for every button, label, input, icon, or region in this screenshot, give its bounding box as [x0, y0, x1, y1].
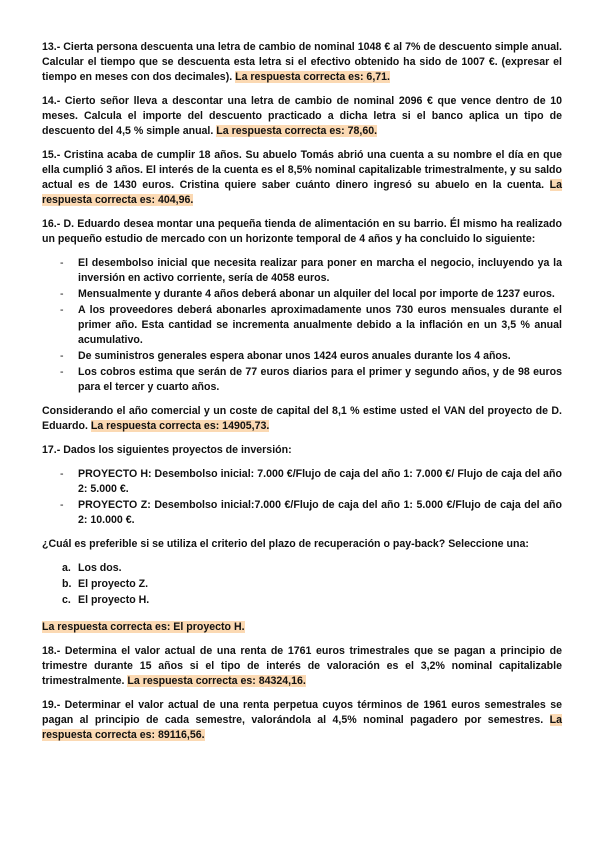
question-13-answer: La respuesta correcta es: 6,71.	[235, 71, 390, 83]
question-19-answer: La respuesta correcta es: 89116,56.	[42, 714, 562, 741]
question-17-answer-line	[42, 620, 562, 635]
question-14-text: 14.- Cierto señor lleva a descontar una letra de cambio de nominal 2096 € que vence dentro de 10 meses. Calcula el importe del descuento practicado a dicha letra si el banco aplica un tipo de descuento del 4,5 % simple anual.	[42, 95, 562, 137]
question-15	[42, 148, 562, 208]
list-item: - Los cobros estima que serán de 77 euros diarios para el primer y segundo años, y de 98 euros para el tercer y cuarto años.	[60, 366, 562, 393]
question-16-intro: 16.- D. Eduardo desea montar una pequeña tienda de alimentación en su barrio. Él mismo ha realizado un pequeño estudio de mercado con un horizonte temporal de 4 años y ha concluido lo siguiente:	[42, 218, 562, 245]
question-17-options	[42, 561, 562, 608]
list-item: - A los proveedores deberá abonarles aproximadamente unos 730 euros mensuales durante el primer año. Esta cantidad se incrementa anualmente debido a la inflación en un 3,5 % anual acumulativo.	[60, 304, 562, 346]
question-14	[42, 94, 562, 139]
list-item: - Mensualmente y durante 4 años deberá abonar un alquiler del local por importe de 1237 euros.	[60, 288, 555, 300]
project-item: - PROYECTO Z: Desembolso inicial:7.000 €/Flujo de caja del año 1: 5.000 €/Flujo de caja del año 2: 10.000 €.	[60, 499, 562, 526]
question-14-answer: La respuesta correcta es: 78,60.	[216, 125, 378, 137]
question-17-prompt: ¿Cuál es preferible si se utiliza el criterio del plazo de recuperación o pay-back? Seleccione una:	[42, 538, 529, 550]
question-15-answer: La respuesta correcta es: 404,96.	[42, 179, 562, 206]
question-17-projects	[42, 467, 562, 528]
option-a: a. Los dos.	[62, 562, 122, 574]
question-18	[42, 644, 562, 689]
question-13	[42, 40, 562, 85]
question-19	[42, 698, 562, 743]
question-17-answer: La respuesta correcta es: El proyecto H.	[42, 621, 245, 633]
question-18-answer: La respuesta correcta es: 84324,16.	[127, 675, 306, 687]
question-16-list	[42, 256, 562, 395]
question-19-text: 19.- Determinar el valor actual de una renta perpetua cuyos términos de 1961 euros semestrales se pagan al principio de cada semestre, valorándola al 4,5% nominal pagadero por semestres.	[42, 699, 562, 726]
question-18-text: 18.- Determina el valor actual de una renta de 1761 euros trimestrales que se pagan a principio de trimestre durante 15 años si el tipo de interés de valoración es el 3,2% nominal capitalizable trimestralmente.	[42, 645, 562, 687]
project-item: - PROYECTO H: Desembolso inicial: 7.000 €/Flujo de caja del año 1: 7.000 €/ Flujo de caja del año 2: 5.000 €.	[60, 468, 562, 495]
question-17-intro: 17.- Dados los siguientes proyectos de inversión:	[42, 444, 292, 456]
list-item: - El desembolso inicial que necesita realizar para poner en marcha el negocio, incluyendo ya la inversión en activo corriente, sería de 4058 euros.	[60, 257, 562, 284]
question-16-closing: Considerando el año comercial y un coste de capital del 8,1 % estime usted el VAN del proyecto de D. Eduardo. La respuesta correcta es: 14905,73.	[42, 405, 562, 432]
list-item: - De suministros generales espera abonar unos 1424 euros anuales durante los 4 años.	[60, 350, 511, 362]
question-13-text: 13.- Cierta persona descuenta una letra de cambio de nominal 1048 € al 7% de descuento simple anual. Calcular el tiempo que se descuenta esta letra si el efectivo obtenido ha sido de 1007 €. (expresar el tiempo en meses con dos decimales).	[42, 41, 562, 83]
option-b: b. El proyecto Z.	[62, 578, 149, 590]
option-c: c. El proyecto H.	[62, 594, 150, 606]
question-16-answer: La respuesta correcta es: 14905,73.	[90, 420, 270, 432]
question-15-text: 15.- Cristina acaba de cumplir 18 años. Su abuelo Tomás abrió una cuenta a su nombre el día en que ella cumplió 3 años. El interés de la cuenta es el 8,5% nominal capitalizable trimestralmente, y su saldo actual es de 1430 euros. Cristina quiere saber cuánto dinero ingresó su abuelo en la cuenta.	[42, 149, 562, 191]
document-page	[42, 40, 562, 752]
